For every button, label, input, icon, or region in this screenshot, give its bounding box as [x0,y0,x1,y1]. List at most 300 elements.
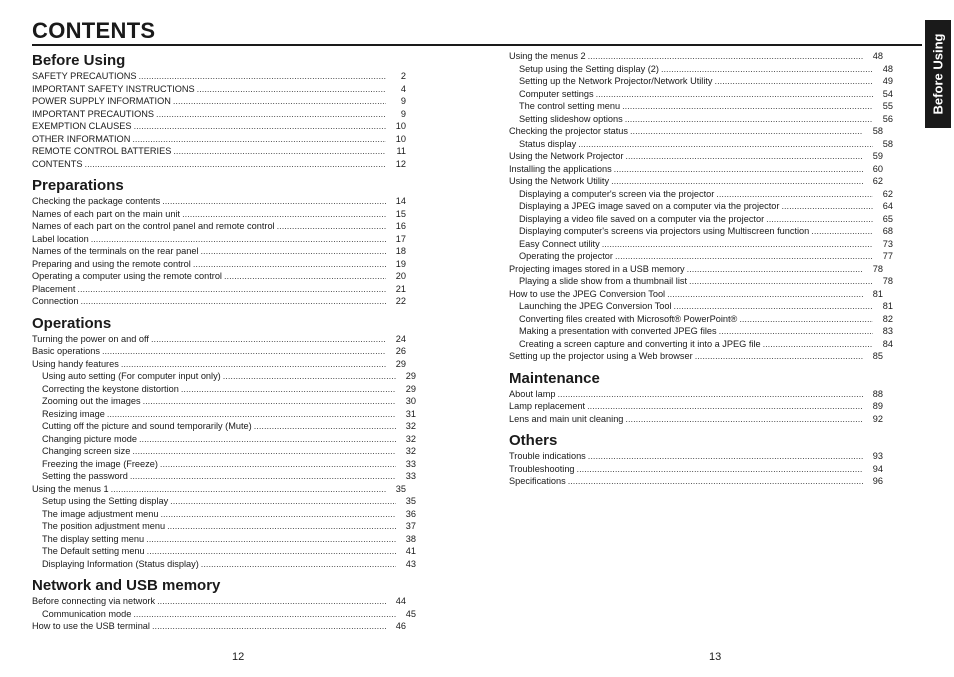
toc-entry-text: The control setting menu [519,101,621,111]
toc-entry[interactable] [509,400,883,413]
dot-leader [80,295,386,308]
dot-leader [596,88,873,101]
toc-entry-page: 82 [882,313,893,324]
toc-entry-page: 35 [405,496,416,506]
toc-entry[interactable] [32,458,416,471]
toc-entry[interactable] [509,463,883,476]
toc-entry-text: Displaying Information (Status display) [42,558,199,569]
dot-leader [130,470,396,483]
dot-leader [557,388,863,401]
dot-leader [77,283,386,296]
toc-entry-text: Checking the projector status [509,126,628,136]
toc-entry[interactable] [32,283,406,296]
toc-entry-text: Setup using the Setting display [42,496,169,506]
toc-entry[interactable] [509,213,893,226]
toc-entry-text: Displaying a JPEG image saved on a computer via the projector [519,201,780,211]
toc-entry[interactable] [509,88,893,101]
toc-section [509,430,883,488]
toc-entry-text: Converting files created with Microsoft® PowerPoint® [519,313,738,324]
toc-entry[interactable] [509,263,883,276]
dot-leader [132,133,386,146]
toc-entry-page: 81 [872,288,883,299]
section-title: Before Using [32,52,126,69]
toc-entry-text: Installing the applications [509,163,612,174]
toc-entry-page: 60 [872,163,883,174]
toc-entry[interactable] [32,70,406,83]
toc-entry-text: Names of each part on the main unit [32,208,181,219]
toc-entry-page: 19 [395,258,406,269]
dot-leader [139,433,396,446]
dot-leader [143,395,396,408]
toc-entry-text: Launching the JPEG Conversion Tool [519,301,672,311]
toc-entry-text: The Default setting menu [42,546,145,556]
toc-entry-text: Setup using the Setting display (2) [519,63,659,74]
toc-entry[interactable] [32,620,406,633]
toc-entry[interactable] [509,125,883,138]
toc-entry[interactable] [32,295,406,308]
dot-leader [277,220,386,233]
toc-entry-page: 54 [882,88,893,99]
toc-entry-text: About lamp [509,388,556,399]
toc-entry-page: 36 [405,508,416,519]
toc-entry-page: 38 [405,533,416,544]
dot-leader [602,238,873,251]
toc-entry-page: 20 [395,271,406,281]
toc-entry-page: 65 [882,213,893,224]
toc-entry[interactable] [509,63,893,76]
toc-entry-text: Using handy features [32,358,119,369]
toc-entry[interactable] [509,75,893,88]
toc-entry[interactable] [509,113,893,126]
dot-leader [134,120,386,133]
toc-entry-page: 14 [395,196,406,206]
section-title: Preparations [32,177,124,194]
toc-entry[interactable] [32,208,406,221]
dot-leader [667,288,863,301]
toc-entry-text: Setting the password [42,471,128,481]
dot-leader [200,245,386,258]
toc-entry[interactable] [509,350,883,363]
toc-entry[interactable] [509,238,893,251]
toc-entry[interactable] [32,420,416,433]
dot-leader [811,225,873,238]
toc-entry-text: Correcting the keystone distortion [42,383,179,394]
toc-entry-page: 43 [405,558,416,569]
toc-entry[interactable] [509,325,893,338]
toc-entry-page: 48 [882,63,893,74]
toc-entry[interactable] [509,175,883,188]
toc-entry-page: 9 [400,96,406,106]
toc-entry[interactable] [509,475,883,488]
toc-entry-page: 89 [872,401,883,411]
dot-leader [85,158,386,171]
toc-entry-page: 9 [400,108,406,119]
dot-leader [625,413,863,426]
dot-leader [132,445,396,458]
toc-entry[interactable] [32,158,406,171]
toc-entry-text: Zooming out the images [42,396,141,406]
toc-left-column [32,50,416,633]
section-title: Others [509,432,558,449]
toc-entry-text: Lens and main unit cleaning [509,413,624,424]
toc-entry[interactable] [509,338,893,351]
side-tab-label: Before Using [930,33,946,115]
dot-leader [587,400,863,413]
toc-entry-text: Names of each part on the control panel and remote control [32,221,275,231]
toc-entry[interactable] [509,288,883,301]
toc-entry[interactable] [509,138,893,151]
toc-entry[interactable] [509,275,893,288]
dot-leader [91,233,386,246]
toc-entry[interactable] [32,533,416,546]
toc-entry-text: Communication mode [42,608,132,619]
toc-entry[interactable] [509,50,883,63]
toc-entry-text: Using the menus 1 [32,483,109,494]
toc-entry-text: CONTENTS [32,158,83,169]
toc-entry-page: 85 [872,351,883,361]
toc-entry-page: 45 [405,608,416,619]
toc-entry-page: 93 [872,451,883,461]
toc-entry[interactable] [32,270,406,283]
toc-entry-text: Creating a screen capture and converting it into a JPEG file [519,338,761,349]
dot-leader [625,150,863,163]
toc-entry-page: 62 [872,176,883,186]
toc-entry-page: 94 [872,463,883,474]
dot-leader [254,420,396,433]
toc-entry-page: 81 [882,301,893,311]
toc-entry-text: Easy Connect utility [519,238,600,249]
toc-entry-page: 58 [872,126,883,136]
toc-entry-text: Using the Network Projector [509,151,624,161]
toc-entry-page: 88 [872,388,883,399]
toc-entry-page: 10 [395,133,406,144]
dot-leader [739,313,873,326]
dot-leader [715,75,873,88]
toc-entry-page: 16 [395,221,406,231]
toc-entry-text: Computer settings [519,88,594,99]
dot-leader [719,325,873,338]
toc-entry[interactable] [509,200,893,213]
dot-leader [102,345,386,358]
toc-entry-page: 64 [882,201,893,211]
toc-entry-text: The position adjustment menu [42,521,166,531]
toc-section [509,368,883,426]
toc-entry-page: 31 [405,408,416,419]
toc-entry[interactable] [32,220,406,233]
toc-entry-page: 44 [395,596,406,606]
toc-entry[interactable] [32,370,416,383]
toc-entry-page: 68 [882,226,893,236]
toc-entry-page: 92 [872,413,883,424]
toc-entry[interactable] [32,345,406,358]
dot-leader [167,520,396,533]
dot-leader [588,50,863,63]
toc-entry[interactable] [32,558,416,571]
toc-entry-text: Basic operations [32,346,100,356]
toc-entry-text: EXEMPTION CLAUSES [32,121,132,131]
toc-entry-text: Preparing and using the remote control [32,258,191,269]
toc-entry-text: IMPORTANT SAFETY INSTRUCTIONS [32,83,195,94]
toc-entry-page: 4 [400,83,406,94]
dot-leader [615,250,873,263]
toc-entry-text: Using auto setting (For computer input only) [42,371,221,381]
toc-right-column [509,50,893,488]
dot-leader [568,475,863,488]
toc-entry-text: The image adjustment menu [42,508,159,519]
dot-leader [578,138,873,151]
section-title: Operations [32,314,112,332]
toc-entry-page: 78 [872,263,883,274]
toc-entry-page: 29 [405,371,416,381]
dot-leader [716,188,873,201]
toc-entry-page: 29 [395,358,406,369]
toc-entry-text: Turning the power on and off [32,333,149,344]
toc-entry-text: Specifications [509,476,566,486]
dot-leader [173,95,386,108]
toc-entry-page: 10 [395,121,406,131]
dot-leader [763,338,873,351]
dot-leader [170,495,396,508]
toc-entry-text: Operating a computer using the remote control [32,271,222,281]
toc-entry-text: Resizing image [42,408,105,419]
toc-entry-page: 26 [395,346,406,356]
dot-leader [622,100,873,113]
toc-entry-text: Label location [32,233,89,244]
toc-entry-page: 56 [882,113,893,124]
toc-entry-page: 32 [405,433,416,444]
toc-entry-text: The display setting menu [42,533,145,544]
dot-leader [160,508,396,521]
toc-entry-text: Setting up the Network Projector/Network Utility [519,76,713,86]
toc-entry-text: Operating the projector [519,251,613,261]
toc-entry[interactable] [32,520,416,533]
toc-entry-page: 17 [395,233,406,244]
toc-entry[interactable] [32,245,406,258]
toc-entry-text: POWER SUPPLY INFORMATION [32,96,171,106]
toc-entry-page: 59 [872,151,883,161]
toc-entry-text: Connection [32,296,79,306]
dot-leader [674,300,873,313]
toc-entry[interactable] [509,100,893,113]
dot-leader [160,458,396,471]
toc-entry-text: How to use the USB terminal [32,621,150,631]
toc-entry[interactable] [509,225,893,238]
toc-entry-text: Placement [32,283,76,294]
toc-entry[interactable] [509,313,893,326]
dot-leader [181,383,396,396]
toc-section [509,50,893,363]
toc-entry-page: 33 [405,471,416,481]
dot-leader [152,620,386,633]
toc-entry[interactable] [32,95,406,108]
toc-entry-page: 12 [395,158,406,169]
toc-entry[interactable] [32,195,406,208]
toc-entry-page: 48 [872,51,883,61]
toc-entry-page: 41 [405,546,416,556]
section-title: Maintenance [509,369,600,387]
toc-entry-page: 18 [395,246,406,256]
toc-section [32,175,406,308]
toc-entry-page: 77 [882,251,893,261]
toc-entry[interactable] [32,383,416,396]
toc-entry-page: 55 [882,101,893,111]
toc-entry-page: 32 [405,446,416,456]
dot-leader [182,208,386,221]
dot-leader [146,533,396,546]
toc-entry-text: REMOTE CONTROL BATTERIES [32,146,172,156]
toc-entry-text: Using the Network Utility [509,176,610,186]
toc-entry-page: 37 [405,521,416,531]
toc-entry[interactable] [32,445,416,458]
toc-entry-text: Names of the terminals on the rear panel [32,246,199,256]
toc-entry-text: Checking the package contents [32,196,161,206]
dot-leader [614,163,863,176]
toc-entry-page: 33 [405,458,416,469]
dot-leader [630,125,863,138]
toc-entry-text: SAFETY PRECAUTIONS [32,71,137,81]
toc-entry-page: 21 [395,283,406,294]
dot-leader [588,450,863,463]
toc-entry-text: Displaying a video file saved on a computer via the projector [519,213,765,224]
toc-entry[interactable] [32,258,406,271]
dot-leader [223,370,396,383]
toc-entry-page: 30 [405,396,416,406]
toc-entry[interactable] [509,388,883,401]
page-number-left: 12 [232,651,245,663]
toc-entry-text: Projecting images stored in a USB memory [509,263,685,274]
dot-leader [107,408,396,421]
toc-entry[interactable] [32,133,406,146]
dot-leader [625,113,873,126]
toc-entry-text: Changing screen size [42,446,131,456]
toc-entry-text: Cutting off the picture and sound temporarily (Mute) [42,421,252,431]
toc-entry-page: 58 [882,138,893,149]
toc-entry-text: Playing a slide show from a thumbnail list [519,276,688,286]
toc-entry-page: 2 [400,71,406,81]
dot-leader [577,463,863,476]
toc-entry-page: 84 [882,338,893,349]
toc-entry-text: Freezing the image (Freeze) [42,458,158,469]
toc-entry-page: 73 [882,238,893,249]
toc-entry[interactable] [509,450,883,463]
toc-entry-text: Changing picture mode [42,433,137,444]
toc-entry[interactable] [509,413,883,426]
toc-entry-page: 29 [405,383,416,394]
dot-leader [687,263,863,276]
dot-leader [695,350,863,363]
toc-entry-text: Setting slideshow options [519,113,623,124]
toc-entry-page: 24 [395,333,406,344]
toc-entry-page: 46 [395,621,406,631]
dot-leader [147,545,396,558]
toc-entry-page: 62 [882,188,893,199]
toc-entry-text: Displaying a computer's screen via the projector [519,188,715,199]
dot-leader [781,200,873,213]
dot-leader [193,258,386,271]
dot-leader [133,608,396,621]
page-title: CONTENTS [32,18,156,43]
toc-entry[interactable] [32,470,416,483]
toc-section [32,50,406,170]
section-title: Network and USB memory [32,577,221,594]
dot-leader [111,483,386,496]
dot-leader [162,195,386,208]
toc-entry-page: 83 [882,326,893,336]
toc-entry[interactable] [509,188,893,201]
toc-entry-page: 22 [395,296,406,306]
toc-entry-text: Before connecting via network [32,596,156,606]
dot-leader [157,595,386,608]
dot-leader [151,333,386,346]
toc-entry[interactable] [32,358,406,371]
dot-leader [121,358,386,371]
page-number-right: 13 [709,651,722,663]
toc-entry-page: 96 [872,476,883,486]
dot-leader [173,145,386,158]
toc-entry-page: 78 [882,276,893,286]
toc-entry[interactable] [32,395,416,408]
toc-entry[interactable] [509,300,893,313]
title-rule [32,44,922,46]
toc-entry-text: Lamp replacement [509,401,586,411]
toc-section [32,313,416,571]
toc-entry[interactable] [32,233,406,246]
toc-entry[interactable] [32,433,416,446]
side-tab [925,20,951,128]
toc-section [32,575,416,633]
toc-entry[interactable] [32,83,406,96]
toc-entry[interactable] [32,120,406,133]
toc-entry-page: 49 [882,76,893,86]
dot-leader [766,213,873,226]
toc-entry-text: Status display [519,138,577,149]
toc-entry[interactable] [32,508,416,521]
toc-entry-text: Using the menus 2 [509,51,586,61]
dot-leader [611,175,863,188]
toc-entry[interactable] [32,408,416,421]
dot-leader [201,558,396,571]
dot-leader [156,108,386,121]
toc-entry[interactable] [32,608,416,621]
toc-entry-text: Making a presentation with converted JPEG files [519,326,717,336]
toc-entry[interactable] [509,150,883,163]
dot-leader [661,63,873,76]
toc-entry-text: Trouble indications [509,451,586,461]
toc-entry[interactable] [32,495,416,508]
toc-entry[interactable] [32,595,406,608]
toc-entry-page: 11 [396,146,406,156]
dot-leader [224,270,386,283]
toc-entry[interactable] [509,250,893,263]
toc-entry[interactable] [32,333,406,346]
toc-entry[interactable] [32,545,416,558]
toc-entry-page: 35 [395,483,406,494]
dot-leader [197,83,386,96]
toc-entry-text: How to use the JPEG Conversion Tool [509,288,666,299]
toc-entry-page: 15 [395,208,406,219]
dot-leader [139,70,387,83]
toc-entry[interactable] [32,145,406,158]
toc-entry-text: Troubleshooting [509,463,575,474]
dot-leader [689,275,873,288]
toc-entry-text: Setting up the projector using a Web browser [509,351,693,361]
toc-entry-page: 32 [405,421,416,431]
toc-entry[interactable] [509,163,883,176]
toc-entry[interactable] [32,108,406,121]
toc-entry-text: Displaying computer's screens via projectors using Multiscreen function [519,226,810,236]
toc-entry-text: IMPORTANT PRECAUTIONS [32,108,155,119]
toc-entry[interactable] [32,483,406,496]
